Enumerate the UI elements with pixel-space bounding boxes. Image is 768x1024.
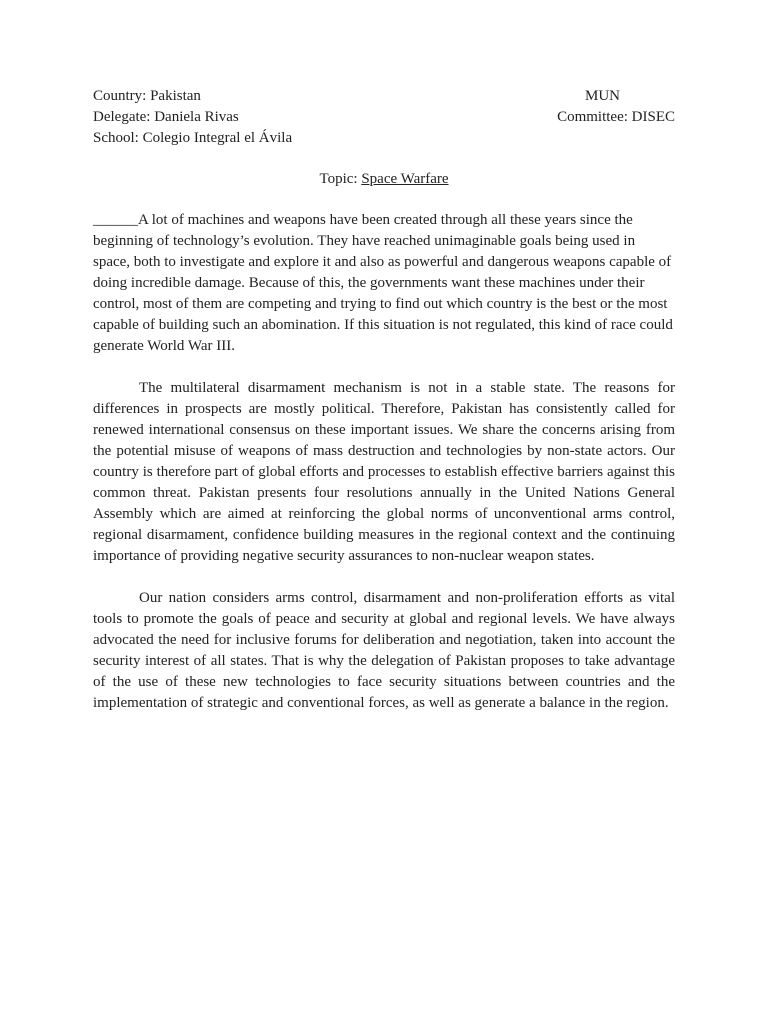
school-label: School: Colegio Integral el Ávila (93, 130, 293, 146)
delegate-label: Delegate: Daniela Rivas (93, 109, 239, 125)
topic-label: Topic: (319, 171, 362, 187)
topic-line (93, 169, 675, 190)
paragraph-3: Our nation considers arms control, disarmament and non-proliferation efforts as vital tools to promote the goals of peace and security at global and regional levels. We have always advocated the need for inclusive forums for deliberation and negotiation, taken into account the security interest of all states. That is why the delegation of Pakistan proposes to take advantage of the use of these new technologies to face security situations between countries and the implementation of strategic and conventional forces, as well as generate a balance in the region. (93, 590, 675, 711)
header-row-3 (93, 128, 675, 149)
paragraph-1 (93, 210, 675, 357)
header-row-1 (93, 86, 675, 107)
country-label: Country: Pakistan (93, 88, 201, 104)
committee-label: Committee: DISEC (557, 109, 675, 125)
paragraph-1-lead: ______ (93, 212, 138, 228)
document-page (93, 86, 675, 714)
paragraph-2: The multilateral disarmament mechanism is not in a stable state. The reasons for differences in prospects are mostly political. Therefore, Pakistan has consistently called for renewed international consensus on these important issues. We share the concerns arising from the potential misuse of weapons of mass destruction and technologies by non-state actors. Our country is therefore part of global efforts and processes to establish effective barriers against this common threat. Pakistan presents four resolutions annually in the United Nations General Assembly which are aimed at reinforcing the global norms of unconventional arms control, regional disarmament, confidence building measures in the regional context and the continuing importance of providing negative security assurances to non-nuclear weapon states. (93, 380, 675, 564)
paragraph-1-text: A lot of machines and weapons have been created through all these years since the beginning of technology’s evolution. They have reached unimaginable goals being used in space, both to investigate and explore it and also as powerful and dangerous weapons capable of doing incredible damage. Because of this, the governments want these machines under their control, most of them are competing and trying to find out which country is the best or the most capable of building such an abomination. If this situation is not regulated, this kind of race could generate World War III. (93, 212, 673, 354)
topic-value: Space Warfare (361, 171, 449, 187)
mun-label: MUN (584, 88, 620, 104)
header-row-2 (93, 107, 675, 128)
